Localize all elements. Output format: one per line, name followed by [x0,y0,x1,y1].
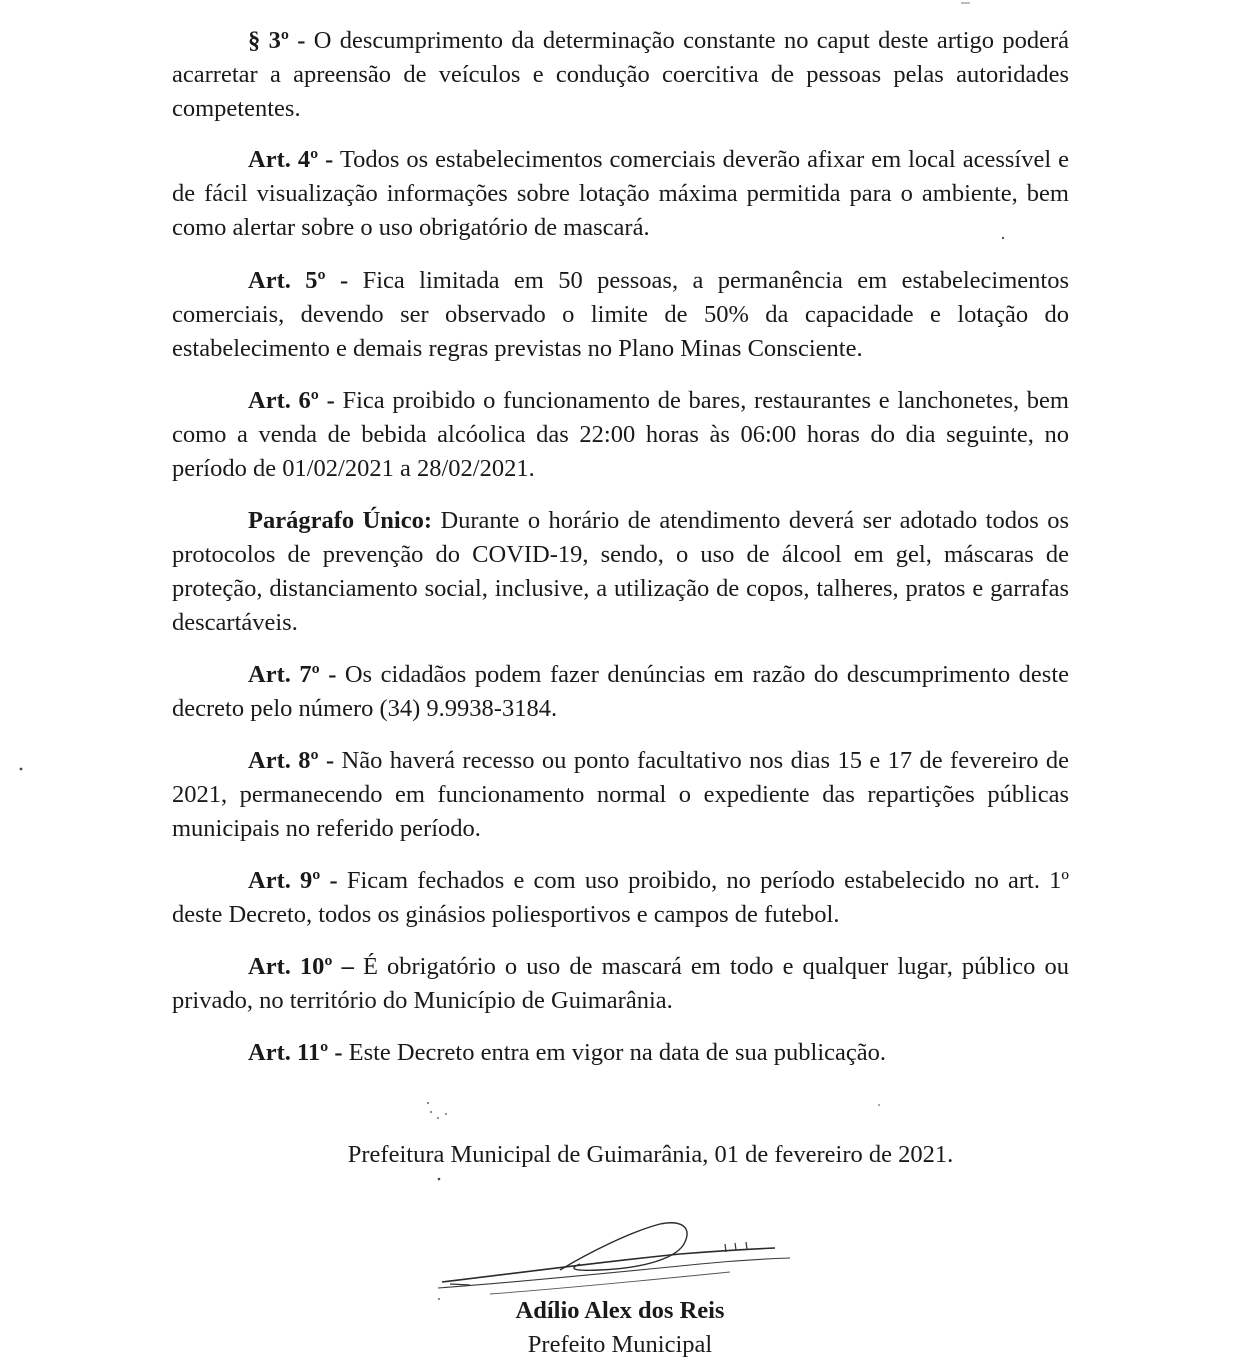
paragraph-text: Ficam fechados e com uso proibido, no período estabelecido no art. 1º deste Decreto, todos os ginásios poliesportivos e campos de futebol. [172,867,1069,928]
paragraph-art-11 [172,1036,1069,1070]
scan-speck [876,1102,882,1108]
paragraph-lead: § 3º - [248,27,306,54]
paragraph-text: O descumprimento da determinação constante no caput deste artigo poderá acarretar a apreensão de veículos e condução coercitiva de pessoas pelas autoridades competentes. [172,27,1069,122]
signatory-block [420,1294,820,1362]
paragraph-lead: Art. 7º - [248,661,337,688]
paragraph-art-9 [172,864,1069,932]
paragraph-text: Todos os estabelecimentos comerciais deverão afixar em local acessível e de fácil visualização informações sobre lotação máxima permitida para o ambiente, bem como alertar sobre o uso obrigatório de mascará. [172,146,1070,241]
paragraph-art-8 [172,744,1069,846]
paragraph-art-5 [172,264,1069,366]
scan-speck [436,1176,442,1182]
paragraph-lead: Art. 5º - [248,267,349,294]
paragraph-text: Fica proibido o funcionamento de bares, restaurantes e lanchonetes, bem como a venda de bebida alcóolica das 22:00 horas às 06:00 horas do dia seguinte, no período de 01/02/2021 a 28/02/2021. [172,387,1069,482]
handwritten-signature [430,1212,800,1302]
scan-speck [424,1100,454,1126]
paragraph-lead: Art. 6º - [248,387,335,414]
paragraph-section-3 [172,24,1069,126]
paragraph-text: Fica limitada em 50 pessoas, a permanência em estabelecimentos comerciais, devendo ser observado o limite de 50% da capacidade e lotação do estabelecimento e demais regras previstas no Plano Minas Consciente. [172,267,1069,362]
closing-place-date: Prefeitura Municipal de Guimarânia, 01 de fevereiro de 2021. [347,1141,954,1168]
paragraph-lead: Art. 4º - [248,146,334,173]
scan-speck [18,766,24,772]
paragraph-text: Durante o horário de atendimento deverá ser adotado todos os protocolos de prevenção do COVID-19, sendo, o uso de álcool em gel, máscaras de proteção, distanciamento social, inclusive, a utilização de copos, talheres, pratos e garrafas descartáveis. [172,507,1069,636]
paragraph-text: Este Decreto entra em vigor na data de sua publicação. [342,1039,887,1066]
scan-speck [436,1296,442,1302]
paragraph-text: Não haverá recesso ou ponto facultativo nos dias 15 e 17 de fevereiro de 2021, permanecendo em funcionamento normal o expediente das repartições públicas municipais no referido período. [172,747,1069,842]
paragraph-text: É obrigatório o uso de mascará em todo e qualquer lugar, público ou privado, no território do Município de Guimarânia. [172,953,1069,1014]
paragraph-art-7 [172,658,1069,726]
paragraph-lead: Parágrafo Único: [248,507,432,534]
paragraph-text: Os cidadãos podem fazer denúncias em razão do descumprimento deste decreto pelo número (34) 9.9938-3184. [172,661,1069,722]
paragraph-lead: Art. 9º - [248,867,338,894]
scan-speck [960,0,972,6]
paragraph-lead: Art. 11º - [248,1039,343,1066]
scan-speck [1000,235,1006,241]
paragraph-art-6 [172,384,1069,486]
paragraph-unico [172,504,1069,640]
paragraph-lead: Art. 8º - [248,747,335,774]
paragraph-art-4 [172,143,1069,245]
paragraph-lead: Art. 10º – [248,953,354,980]
signatory-name: Adílio Alex dos Reis [515,1297,725,1324]
signatory-title: Prefeito Municipal [527,1331,713,1358]
paragraph-art-10 [172,950,1069,1018]
